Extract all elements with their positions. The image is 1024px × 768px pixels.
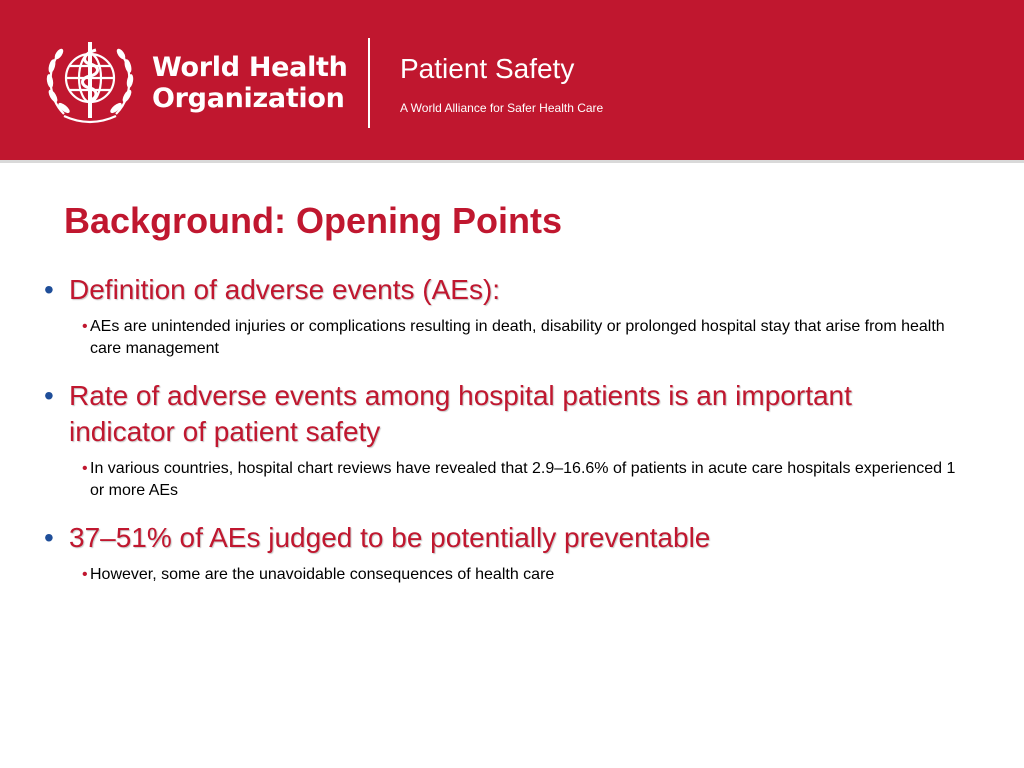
program-title: Patient Safety xyxy=(400,53,575,84)
header-divider xyxy=(368,38,370,128)
sub-bullet-marker: • xyxy=(82,318,88,335)
sub-bullet-text: However, some are the unavoidable consequences of health care xyxy=(90,566,555,583)
header-banner xyxy=(0,0,1024,160)
bullet-point xyxy=(44,378,964,450)
org-name-line2: Organization xyxy=(152,83,345,114)
who-emblem-icon xyxy=(44,36,136,128)
slide-content xyxy=(44,272,964,604)
org-name-line1: World Health xyxy=(152,52,348,83)
bullet-marker: • xyxy=(44,274,54,305)
bullet-group xyxy=(44,378,964,502)
header-rule xyxy=(0,160,1024,163)
sub-bullet-text: AEs are unintended injuries or complications resulting in death, disability or prolonged hospital stay that arise from health care management xyxy=(90,318,945,357)
bullet-text: Rate of adverse events among hospital patients is an important indicator of patient safety xyxy=(69,380,852,447)
sub-bullet-marker: • xyxy=(82,460,88,477)
program-subtitle: A World Alliance for Safer Health Care xyxy=(400,101,604,115)
sub-bullet-text: In various countries, hospital chart reviews have revealed that 2.9–16.6% of patients in acute care hospitals experienced 1 or more AEs xyxy=(90,460,956,499)
bullet-text: Definition of adverse events (AEs): xyxy=(69,274,501,305)
bullet-group xyxy=(44,272,964,360)
sub-bullet-marker: • xyxy=(82,566,88,583)
bullet-marker: • xyxy=(44,522,54,553)
sub-bullet-point xyxy=(82,564,970,586)
slide-title: Background: Opening Points xyxy=(64,200,563,241)
organization-name xyxy=(152,52,348,114)
sub-bullet-point xyxy=(82,458,970,502)
bullet-point xyxy=(44,272,964,308)
sub-bullet-point xyxy=(82,316,970,360)
bullet-group xyxy=(44,520,964,586)
bullet-text: 37–51% of AEs judged to be potentially preventable xyxy=(69,522,711,553)
bullet-point xyxy=(44,520,964,556)
bullet-marker: • xyxy=(44,380,54,411)
